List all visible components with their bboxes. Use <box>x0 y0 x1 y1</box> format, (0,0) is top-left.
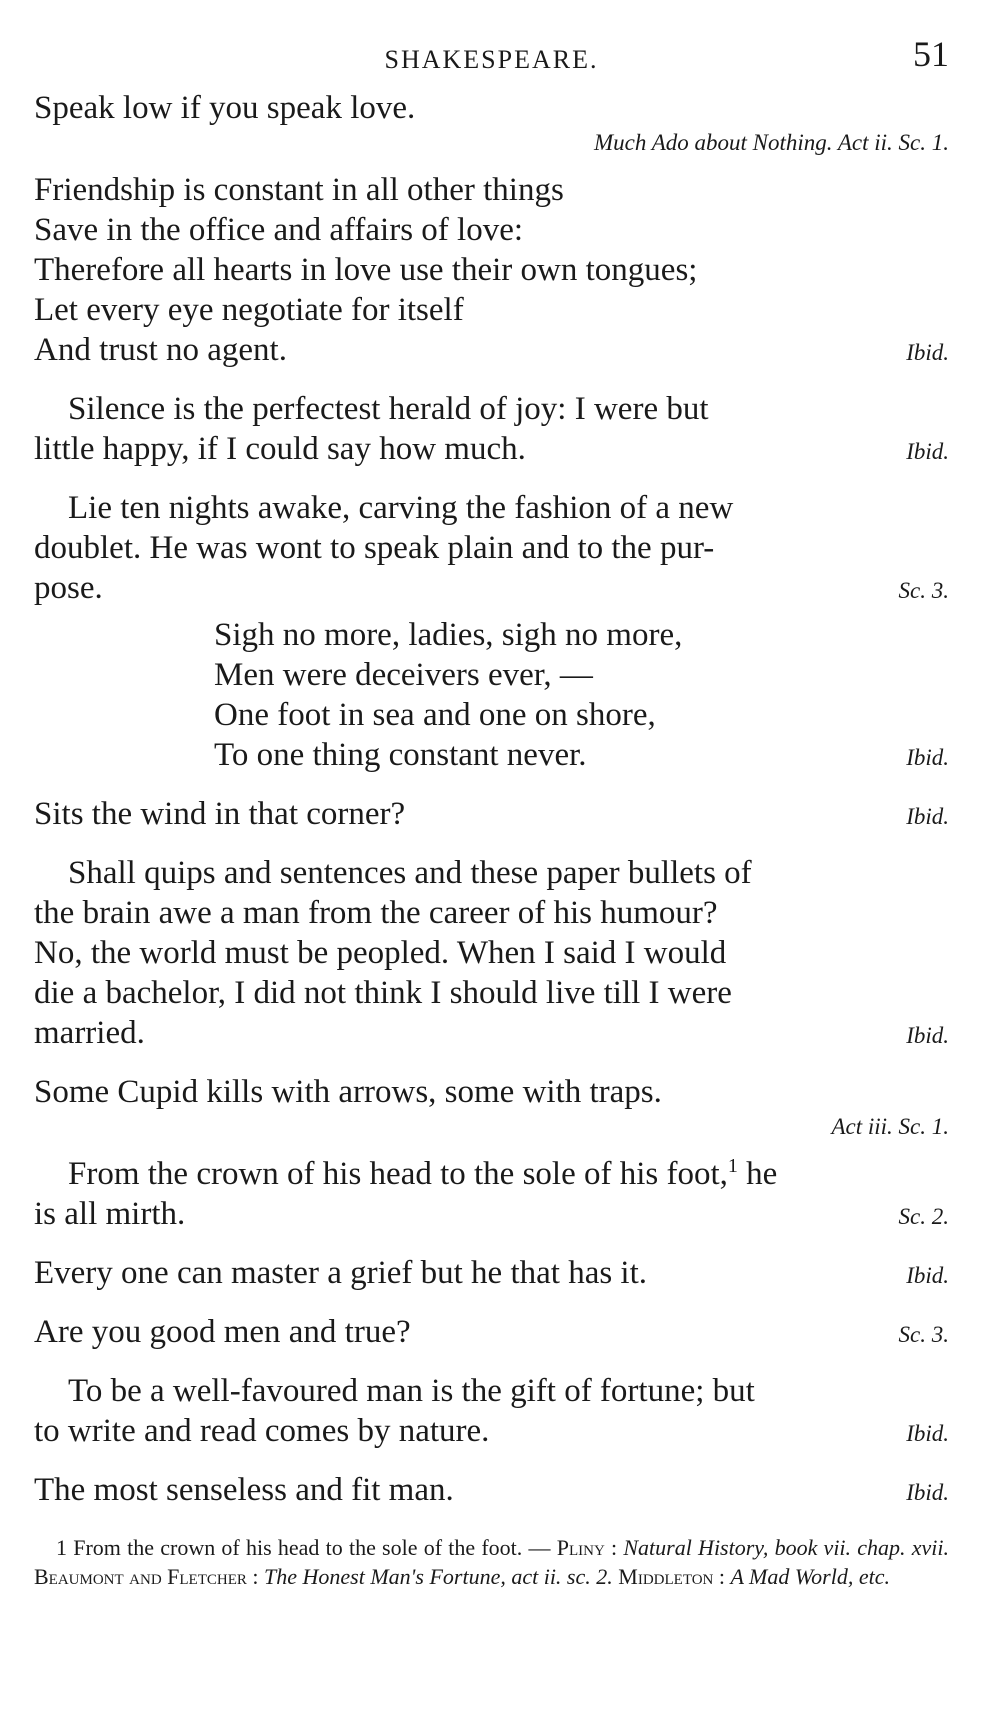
footnote-work: A Mad World, etc. <box>730 1564 890 1589</box>
quote-entry <box>34 1072 949 1142</box>
quote-line: To be a well-favoured man is the gift of fortune; but <box>68 1373 755 1409</box>
footnote-text: From the crown of his head to the sole of the foot. — <box>73 1535 551 1560</box>
quote-line: married. <box>34 1015 145 1051</box>
quote-line <box>34 1154 949 1194</box>
quote-last-line <box>34 1312 949 1355</box>
quote-entry <box>34 389 949 472</box>
quote-line: Let every eye negotiate for itself <box>34 292 464 328</box>
quote-entry <box>34 1371 949 1454</box>
citation: Act iii. Sc. 1. <box>831 1114 949 1139</box>
footnote: 1 From the crown of his head to the sole of the foot. — Pliny : Natural History, book vii. chap. xvii. Beaumont and Fletcher : The Honest Man's Fortune, act ii. sc. 2. Middleton : A Mad World, etc. <box>34 1535 949 1589</box>
footnote-author: Pliny <box>556 1535 605 1560</box>
footnote-work: Natural History, book vii. chap. xvii. <box>623 1535 949 1560</box>
citation: Sc. 3. <box>898 1322 949 1347</box>
footnote-work: The Honest Man's Fortune, act ii. sc. 2. <box>264 1564 613 1589</box>
quote-last-line <box>34 1253 949 1296</box>
quote-last-line <box>34 735 949 778</box>
page-number: 51 <box>913 34 949 74</box>
quote-line: No, the world must be peopled. When I said I would <box>34 935 727 971</box>
quote-text: From the crown of his head to the sole of his foot, <box>68 1156 728 1192</box>
quote-line: the brain awe a man from the career of his humour? <box>34 895 718 931</box>
quote-line: die a bachelor, I did not think I should live till I were <box>34 975 732 1011</box>
citation: Ibid. <box>906 1023 949 1048</box>
citation: Ibid. <box>906 1263 949 1288</box>
quote-entry <box>34 488 949 611</box>
quote-entry <box>34 1312 949 1355</box>
citation: Ibid. <box>906 745 949 770</box>
quote-line: And trust no agent. <box>34 332 287 368</box>
quote-line: Speak low if you speak love. <box>34 90 416 126</box>
footnote-number: 1 <box>56 1535 67 1560</box>
quote-line: Silence is the perfectest herald of joy: I were but <box>68 391 709 427</box>
book-page <box>34 30 949 1591</box>
quote-last-line <box>34 429 949 472</box>
quote-entry <box>34 170 949 373</box>
quote-line: little happy, if I could say how much. <box>34 431 526 467</box>
page-header <box>34 30 949 88</box>
quote-line: Sits the wind in that corner? <box>34 796 406 832</box>
quote-entry <box>34 88 949 158</box>
quote-line: pose. <box>34 570 103 606</box>
verse-line: To one thing constant never. <box>214 737 587 773</box>
footnote-author: Beaumont and Fletcher <box>34 1564 247 1589</box>
quote-entry <box>34 1470 949 1513</box>
quote-line: Shall quips and sentences and these paper bullets of <box>68 855 752 891</box>
footnote-author: Middleton <box>618 1564 714 1589</box>
citation: Sc. 2. <box>898 1204 949 1229</box>
citation: Sc. 3. <box>898 578 949 603</box>
citation: Ibid. <box>906 1480 949 1505</box>
quote-line: The most senseless and fit man. <box>34 1472 454 1508</box>
citation: Much Ado about Nothing. Act ii. Sc. 1. <box>594 130 949 155</box>
quote-entry <box>34 1154 949 1237</box>
citation: Ibid. <box>906 804 949 829</box>
quote-last-line <box>34 568 949 611</box>
quote-line: to write and read comes by nature. <box>34 1413 490 1449</box>
quote-last-line <box>34 1013 949 1056</box>
quote-line: Lie ten nights awake, carving the fashion of a new <box>68 490 734 526</box>
quote-entry <box>34 1253 949 1296</box>
quote-line: Every one can master a grief but he that has it. <box>34 1255 648 1291</box>
verse-line: Sigh no more, ladies, sigh no more, <box>214 617 683 653</box>
quote-line: Friendship is constant in all other things <box>34 172 564 208</box>
running-head: SHAKESPEARE. <box>384 45 599 74</box>
citation: Ibid. <box>906 340 949 365</box>
citation: Ibid. <box>906 439 949 464</box>
quote-line: is all mirth. <box>34 1196 186 1232</box>
citation: Ibid. <box>906 1421 949 1446</box>
quote-line: Therefore all hearts in love use their own tongues; <box>34 252 698 288</box>
quote-entry <box>34 794 949 837</box>
quote-line: Some Cupid kills with arrows, some with traps. <box>34 1074 662 1110</box>
quote-last-line <box>34 330 949 373</box>
footnote-mark: 1 <box>727 1155 738 1177</box>
verse-line: Men were deceivers ever, — <box>214 657 593 693</box>
quote-last-line <box>34 1411 949 1454</box>
quote-entry-verse <box>34 615 949 778</box>
quote-last-line <box>34 1470 949 1513</box>
quote-entry <box>34 853 949 1056</box>
quote-line: Are you good men and true? <box>34 1314 411 1350</box>
quote-line: Save in the office and affairs of love: <box>34 212 524 248</box>
quote-last-line <box>34 794 949 837</box>
verse-line: One foot in sea and one on shore, <box>214 697 656 733</box>
quote-last-line <box>34 1194 949 1237</box>
quote-text: he <box>737 1156 778 1192</box>
quote-line: doublet. He was wont to speak plain and to the pur- <box>34 530 715 566</box>
